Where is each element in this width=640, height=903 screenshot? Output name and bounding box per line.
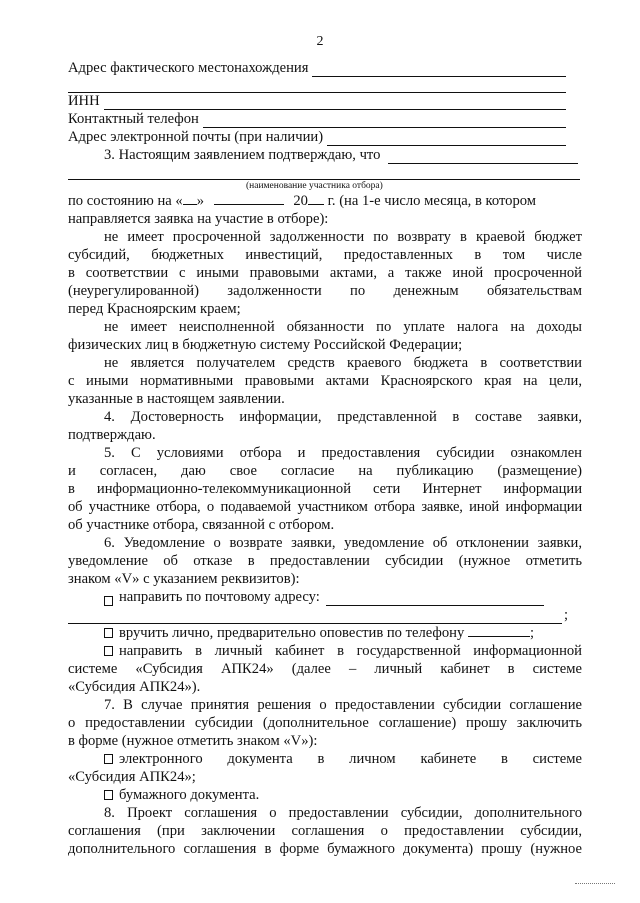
option-electronic[interactable]: [68, 750, 582, 768]
item6-line-3: знаком «V» с указанием реквизитов):: [68, 571, 300, 587]
email-label: Адрес электронной почты (при наличии): [68, 129, 324, 145]
option-paper[interactable]: [104, 786, 618, 804]
debt-line-2: субсидий, бюджетных инвестиций, предоставленных в том числе: [68, 247, 582, 263]
item8-line-1: 8. Проект соглашения о предоставлении субсидии, дополнительного: [104, 805, 582, 821]
recipient-line-2: с иными нормативными правовыми актами Красноярского края на цели,: [68, 373, 582, 389]
scan-artifact: [575, 883, 615, 884]
inn-field[interactable]: [68, 91, 566, 110]
option-cabinet-label-1: направить в личный кабинет в государственной информационной: [119, 643, 582, 659]
inn-blank[interactable]: [104, 96, 566, 110]
option-cabinet[interactable]: [68, 642, 582, 660]
date-line: [68, 192, 582, 210]
item5-line-4: об участнике отбора, о подаваемой участником отбора заявке, иной информации: [68, 499, 582, 515]
year-prefix: 20: [293, 193, 308, 209]
option-electronic-label-2: «Субсидия АПК24»;: [68, 769, 196, 785]
mail-address-blank-2[interactable]: [68, 610, 562, 624]
item3-intro: [104, 146, 580, 164]
item6-line-1: 6. Уведомление о возврате заявки, уведомление об отклонении заявки,: [104, 535, 582, 551]
phone-notify-blank[interactable]: [468, 624, 530, 637]
item4-line-1: 4. Достоверность информации, представленной в составе заявки,: [104, 409, 582, 425]
phone-blank[interactable]: [203, 114, 566, 128]
item8-line-2: соглашения (при заключении соглашения о предоставлении субсидии,: [68, 823, 582, 839]
option-mail-label: направить по почтовому адресу:: [119, 589, 320, 605]
mail-semicolon: ;: [563, 607, 568, 623]
item7-line-1: 7. В случае принятия решения о предоставлении субсидии соглашение: [104, 697, 582, 713]
inn-label: ИНН: [68, 93, 100, 109]
mail-address-line[interactable]: [68, 606, 568, 624]
recipient-line-1: не является получателем средств краевого бюджета в соответствии: [104, 355, 582, 371]
year-blank[interactable]: [308, 192, 324, 205]
day-blank[interactable]: [183, 192, 197, 205]
phone-label: Контактный телефон: [68, 111, 199, 127]
option-paper-label: бумажного документа.: [119, 787, 260, 803]
email-blank[interactable]: [327, 132, 566, 146]
date-suffix: г. (на 1-е число месяца, в котором: [327, 193, 537, 209]
participant-name-caption: (наименование участника отбора): [246, 181, 383, 191]
mail-checkbox[interactable]: [104, 596, 113, 606]
electronic-checkbox[interactable]: [104, 754, 113, 764]
item5-line-1: 5. С условиями отбора и предоставления субсидии ознакомлен: [104, 445, 582, 461]
option-electronic-label-1: электронного документа в личном кабинете в системе: [119, 751, 582, 767]
debt-line-5: перед Красноярским краем;: [68, 301, 241, 317]
date-line-2: направляется заявка на участие в отборе):: [68, 211, 329, 227]
option-personal-label: вручить лично, предварительно оповестив по телефону: [119, 625, 465, 641]
date-mid: »: [196, 193, 204, 209]
personal-semicolon: ;: [529, 625, 534, 641]
tax-line-1: не имеет неисполненной обязанности по уплате налога на доходы: [104, 319, 582, 335]
paper-checkbox[interactable]: [104, 790, 113, 800]
option-cabinet-label-3: «Субсидия АПК24»).: [68, 679, 201, 695]
option-mail[interactable]: [104, 588, 546, 606]
address-actual-blank[interactable]: [312, 63, 566, 77]
recipient-line-3: указанные в настоящем заявлении.: [68, 391, 285, 407]
option-personal[interactable]: [104, 624, 618, 642]
debt-line-3: в соответствии с иными правовыми актами, а также иной просроченной: [68, 265, 582, 281]
mail-address-blank[interactable]: [326, 592, 544, 606]
item6-line-2: уведомление об отказе в предоставлении субсидии (нужное отметить: [68, 553, 582, 569]
option-cabinet-label-2: системе «Субсидия АПК24» (далее – личный кабинет в системе: [68, 661, 582, 677]
item3-intro-text: 3. Настоящим заявлением подтверждаю, что: [104, 147, 381, 163]
item8-line-3: дополнительного соглашения в форме бумажного документа) прошу (нужное: [68, 841, 582, 857]
item4-line-2: подтверждаю.: [68, 427, 156, 443]
tax-line-2: физических лиц в бюджетную систему Российской Федерации;: [68, 337, 463, 353]
phone-field[interactable]: [68, 109, 566, 128]
address-actual-label: Адрес фактического местонахождения: [68, 60, 309, 76]
item5-line-5: об участнике отбора, связанной с отбором.: [68, 517, 335, 533]
debt-line-4: (неурегулированной) задолженности по денежным обязательствам: [68, 283, 582, 299]
page-number: 2: [316, 34, 324, 49]
debt-line-1: не имеет просроченной задолженности по возврату в краевой бюджет: [104, 229, 582, 245]
item5-line-2: и согласен, даю свое согласие на публикацию (размещение): [68, 463, 582, 479]
month-blank[interactable]: [214, 192, 284, 205]
personal-checkbox[interactable]: [104, 628, 113, 638]
cabinet-checkbox[interactable]: [104, 646, 113, 656]
date-prefix: по состоянию на «: [68, 193, 183, 209]
participant-name-line[interactable]: [68, 179, 580, 180]
item5-line-3: в информационно-телекоммуникационной сети Интернет информации: [68, 481, 582, 497]
item7-line-2: о предоставлении субсидии (дополнительное соглашение) прошу заключить: [68, 715, 582, 731]
item7-line-3: в форме (нужное отметить знаком «V»):: [68, 733, 318, 749]
email-field[interactable]: [68, 127, 566, 146]
participant-name-blank[interactable]: [388, 150, 578, 164]
address-actual-field[interactable]: [68, 58, 566, 77]
